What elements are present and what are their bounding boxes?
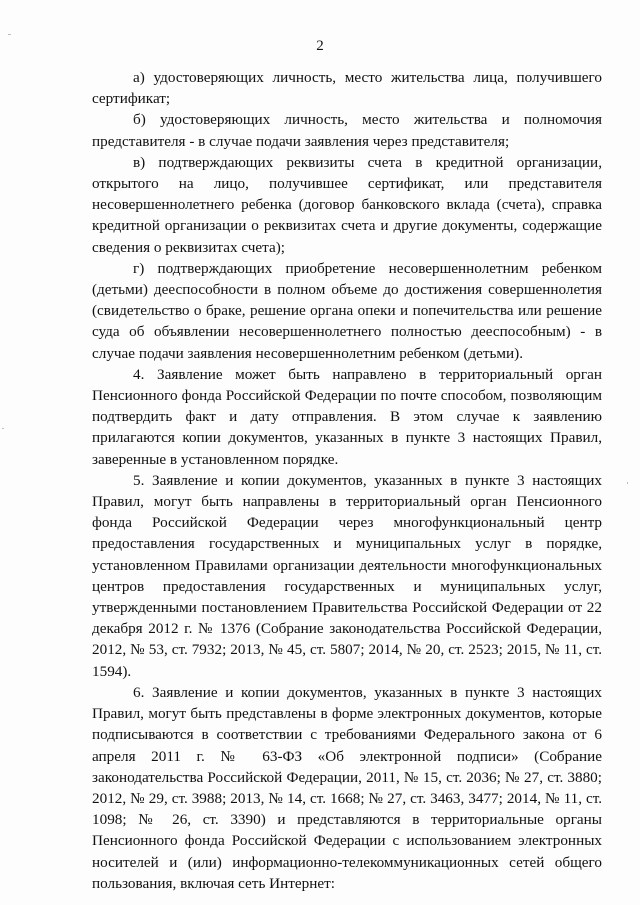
paragraph-item-b: б) удостоверяющих личность, место жительства и полномочия представителя - в случае подачи заявления через представителя; xyxy=(92,111,602,150)
page-number: 2 xyxy=(316,38,324,54)
document-body xyxy=(92,67,602,894)
paragraph-item-a: а) удостоверяющих личность, место жительства лица, получившего сертификат; xyxy=(92,69,602,108)
scan-artifact-mark xyxy=(2,428,4,429)
paragraph-item-g: г) подтверждающих приобретение несовершеннолетним ребенком (детьми) дееспособности в полном объеме до достижения совершеннолетия (свидетельство о браке, решение органа опеки и попечительства или решение суда об объявлении несовершеннолетнего полностью дееспособным) - в случае подачи заявления несовершеннолетним ребенком (детьми). xyxy=(92,259,602,362)
scan-artifact-mark xyxy=(627,482,628,484)
paragraph-clause-4: 4. Заявление может быть направлено в территориальный орган Пенсионного фонда Российской Федерации по почте способом, позволяющим подтвердить факт и дату отправления. В этом случае к заявлению прилагаются копии документов, указанных в пункте 3 настоящих Правил, заверенные в установленном порядке. xyxy=(92,365,602,468)
paragraph-item-v: в) подтверждающих реквизиты счета в кредитной организации, открытого на лицо, получившее сертификат, или представителя несовершеннолетнего ребенка (договор банковского вклада (счета), справка кредитной организации о реквизитах счета и другие документы, содержащие сведения о реквизитах счета); xyxy=(92,153,602,256)
scan-artifact-mark xyxy=(8,34,11,35)
paragraph-clause-6: 6. Заявление и копии документов, указанных в пункте 3 настоящих Правил, могут быть представлены в форме электронных документов, которые подписываются в соответствии с требованиями Федерального закона от 6 апреля 2011 г. № 63-ФЗ «Об электронной подписи» (Собрание законодательства Российской Федерации, 2011, № 15, ст. 2036; № 27, ст. 3880; 2012, № 29, ст. 3988; 2013, № 14, ст. 1668; № 27, ст. 3463, 3477; 2014, № 11, ст. 1098; № 26, ст. 3390) и представляются в территориальные органы Пенсионного фонда Российской Федерации с использованием электронных носителей и (или) информационно-телекоммуникационных сетей общего пользования, включая сеть Интернет: xyxy=(92,683,602,892)
paragraph-clause-5: 5. Заявление и копии документов, указанных в пункте 3 настоящих Правил, могут быть направлены в территориальный орган Пенсионного фонда Российской Федерации через многофункциональный центр предоставления государственных и муниципальных услуг в порядке, установленном Правилами организации деятельности многофункциональных центров предоставления государственных и муниципальных услуг, утвержденными постановлением Правительства Российской Федерации от 22 декабря 2012 г. № 1376 (Собрание законодательства Российской Федерации, 2012, № 53, ст. 7932; 2013, № 45, ст. 5807; 2014, № 20, ст. 2523; 2015, № 11, ст. 1594). xyxy=(92,471,602,680)
